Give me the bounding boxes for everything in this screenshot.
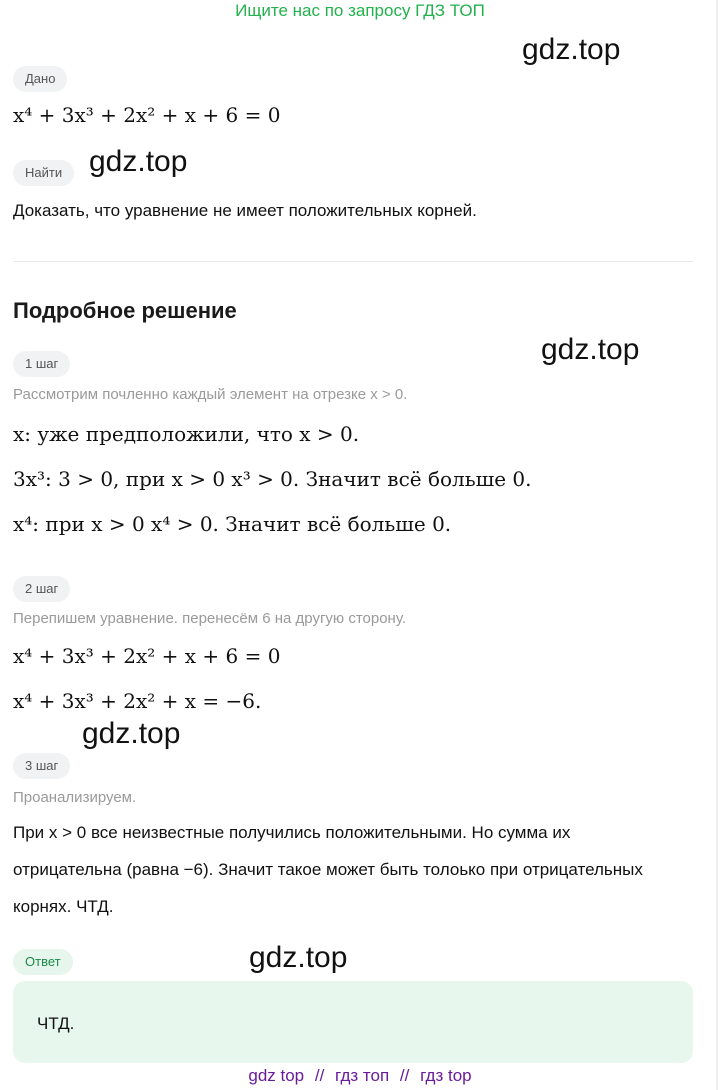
answer-section xyxy=(13,949,73,975)
find-section xyxy=(13,160,74,186)
given-equation: x⁴ + 3x³ + 2x² + x + 6 = 0 xyxy=(13,103,281,127)
watermark: gdz.top xyxy=(82,717,181,750)
footer-separator: // xyxy=(399,1066,410,1085)
watermark: gdz.top xyxy=(249,941,348,974)
step3-text: При x > 0 все неизвестные получились положительными. Но сумма их отрицательна (равна −6). Значит такое может быть толоько при отрицательных корнях. ЧТД. xyxy=(13,823,643,916)
step1-line2: 3x³: 3 > 0, при x > 0 x³ > 0. Значит всё больше 0. xyxy=(13,467,532,491)
footer-links xyxy=(0,1066,720,1086)
search-banner: Ищите нас по запросу ГДЗ ТОП xyxy=(235,1,485,20)
footer-separator: // xyxy=(314,1066,325,1085)
step3-intro: Проанализируем. xyxy=(13,789,137,806)
step3-badge: 3 шаг xyxy=(13,753,70,779)
footer-link-gdz-top[interactable]: gdz top xyxy=(248,1066,305,1085)
footer-link-gdz-top-ru[interactable]: гдз топ xyxy=(335,1066,390,1085)
answer-box xyxy=(13,981,693,1063)
step2-eq2: x⁴ + 3x³ + 2x² + x = −6. xyxy=(13,689,262,713)
step1-line1: x: уже предположили, что x > 0. xyxy=(13,422,360,446)
watermark: gdz.top xyxy=(522,33,621,66)
given-section xyxy=(13,66,67,92)
step1-intro: Рассмотрим почленно каждый элемент на отрезке x > 0. xyxy=(13,386,408,403)
step1-badge: 1 шаг xyxy=(13,351,70,377)
find-badge: Найти xyxy=(13,160,74,186)
given-badge: Дано xyxy=(13,66,67,92)
find-text: Доказать, что уравнение не имеет положительных корней. xyxy=(13,201,477,220)
step2-eq1: x⁴ + 3x³ + 2x² + x + 6 = 0 xyxy=(13,644,281,668)
scrollbar[interactable] xyxy=(716,0,718,1090)
step1-line3: x⁴: при x > 0 x⁴ > 0. Значит всё больше 0. xyxy=(13,512,452,536)
answer-text: ЧТД. xyxy=(37,1014,75,1033)
divider xyxy=(13,261,693,262)
solution-title: Подробное решение xyxy=(13,298,237,323)
step3-section xyxy=(13,753,70,779)
footer-link-gdz-top-mixed[interactable]: гдз top xyxy=(420,1066,472,1085)
step1-section xyxy=(13,351,70,377)
watermark: gdz.top xyxy=(541,333,640,366)
watermark: gdz.top xyxy=(89,145,188,178)
answer-badge: Ответ xyxy=(13,949,73,975)
step2-badge: 2 шаг xyxy=(13,576,70,602)
step2-intro: Перепишем уравнение. перенесём 6 на другую сторону. xyxy=(13,610,407,627)
step2-section xyxy=(13,576,70,602)
